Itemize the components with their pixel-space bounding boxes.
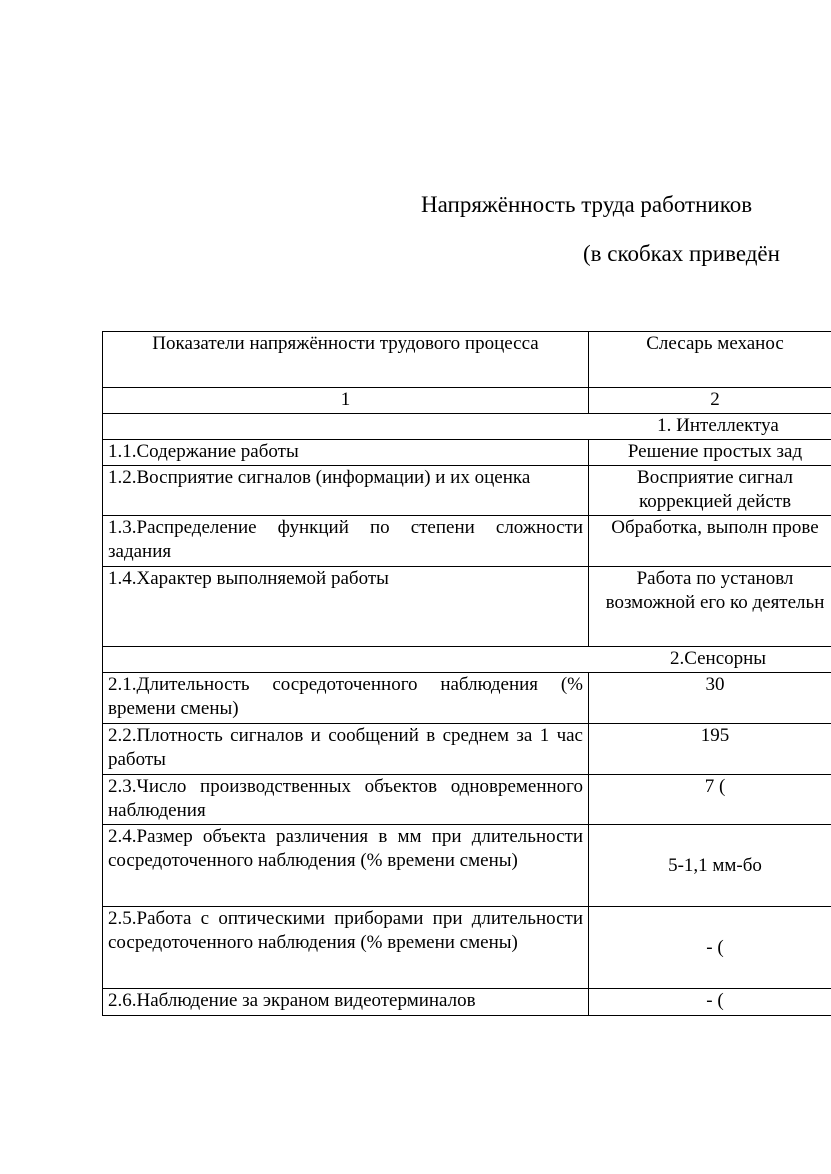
table-row [103, 440, 831, 466]
column-number-2: 2 [589, 388, 831, 414]
tension-indicators-table [102, 331, 831, 1016]
section-row-intellectual [103, 414, 831, 440]
value-cell: Работа по установл возможной его ко деятельн [589, 567, 831, 647]
table-row [103, 567, 831, 647]
table-row [103, 775, 831, 825]
header-indicators: Показатели напряжённости трудового процесса [103, 332, 589, 388]
indicator-cell: 2.3.Число производственных объектов одновременного наблюдения [103, 775, 589, 825]
table-row [103, 516, 831, 567]
table-header-row [103, 332, 831, 388]
indicator-cell: 2.5.Работа с оптическими приборами при длительности сосредоточенного наблюдения (% времени смены) [103, 907, 589, 989]
table-row [103, 466, 831, 516]
value-cell: Обработка, выполн прове [589, 516, 831, 567]
indicator-cell: 1.4.Характер выполняемой работы [103, 567, 589, 647]
table-row [103, 907, 831, 989]
value-cell: - ( [589, 989, 831, 1016]
table-numbering-row [103, 388, 831, 414]
column-number-1: 1 [103, 388, 589, 414]
section-row-sensory [103, 647, 831, 673]
indicator-cell: 2.2.Плотность сигналов и сообщений в среднем за 1 час работы [103, 724, 589, 775]
value-cell: Восприятие сигнал коррекцией действ [589, 466, 831, 516]
value-cell: 7 ( [589, 775, 831, 825]
document-title-line-2: (в скобках приведён [583, 241, 780, 266]
value-cell: 5-1,1 мм-бо [589, 825, 831, 907]
table-row [103, 825, 831, 907]
section-title-sensory: 2.Сенсорны [103, 647, 831, 673]
header-profession: Слесарь механос [589, 332, 831, 388]
indicator-cell: 2.6.Наблюдение за экраном видеотерминалов [103, 989, 589, 1016]
indicator-cell: 2.1.Длительность сосредоточенного наблюдения (% времени смены) [103, 673, 589, 724]
table-row [103, 724, 831, 775]
value-cell: 30 [589, 673, 831, 724]
section-title-intellectual: 1. Интеллектуа [103, 414, 831, 440]
indicator-cell: 1.3.Распределение функций по степени сложности задания [103, 516, 589, 567]
indicator-cell: 1.2.Восприятие сигналов (информации) и их оценка [103, 466, 589, 516]
table-row [103, 989, 831, 1016]
indicator-cell: 2.4.Размер объекта различения в мм при длительности сосредоточенного наблюдения (% времени смены) [103, 825, 589, 907]
table-row [103, 673, 831, 724]
value-cell: 195 [589, 724, 831, 775]
value-cell: Решение простых зад [589, 440, 831, 466]
document-title-line-1: Напряжённость труда работников [421, 192, 753, 217]
indicator-cell: 1.1.Содержание работы [103, 440, 589, 466]
value-cell: - ( [589, 907, 831, 989]
